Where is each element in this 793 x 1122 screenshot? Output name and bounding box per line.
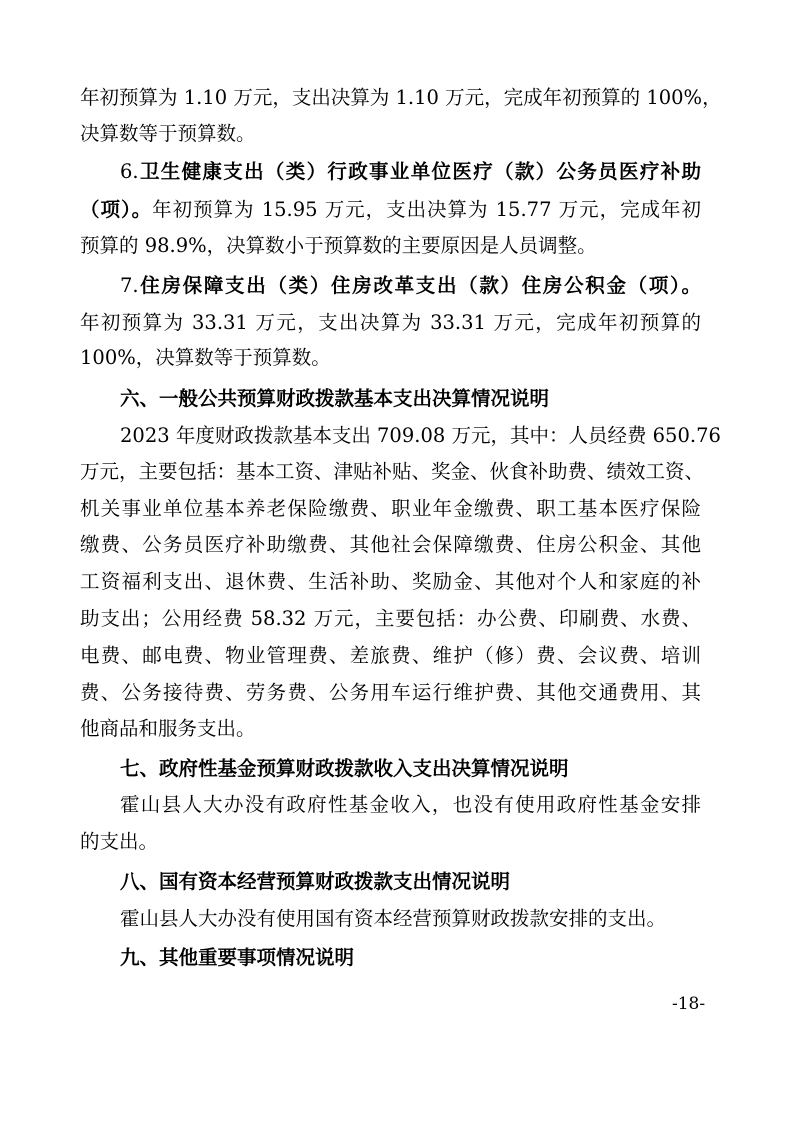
item-heading: （项）。: [80, 198, 153, 221]
item-heading: 卫生健康支出（类）行政事业单位医疗（款）公务员医疗补助: [138, 160, 701, 183]
section-item-6: [80, 159, 701, 185]
body-line: 助支出；公用经费 58.32 万元，主要包括：办公费、印刷费、水费、: [80, 607, 701, 630]
section-item-7: [80, 273, 701, 299]
body-line: 的支出。: [80, 830, 159, 853]
body-line: 万元，主要包括：基本工资、津贴补贴、奖金、伙食补助费、绩效工资、: [80, 460, 705, 483]
section-heading-7: 七、政府性基金预算财政拨款收入支出决算情况说明: [120, 757, 569, 780]
body-line: 缴费、公务员医疗补助缴费、其他社会保障缴费、住房公积金、其他: [80, 533, 701, 556]
body-line: [80, 197, 701, 223]
body-line: 机关事业单位基本养老保险缴费、职业年金缴费、职工基本医疗保险: [80, 497, 701, 520]
section-heading-8: 八、国有资本经营预算财政拨款支出情况说明: [120, 870, 511, 893]
item-number: 7.: [120, 274, 139, 297]
body-line: 2023 年度财政拨款基本支出 709.08 万元，其中：人员经费 650.76: [120, 424, 721, 447]
body-line: 费、公务接待费、劳务费、公务用车运行维护费、其他交通费用、其: [80, 681, 701, 704]
body-line: 年初预算为 33.31 万元，支出决算为 33.31 万元，完成年初预算的: [80, 311, 701, 334]
body-line: 预算的 98.9%，决算数小于预算数的主要原因是人员调整。: [80, 234, 597, 257]
page-number: -18-: [672, 994, 706, 1014]
body-line: 霍山县人大办没有使用国有资本经营预算财政拨款安排的支出。: [120, 907, 667, 930]
body-line: 他商品和服务支出。: [80, 717, 256, 740]
body-line: 电费、邮电费、物业管理费、差旅费、维护（修）费、会议费、培训: [80, 644, 701, 667]
body-line: 年初预算为 1.10 万元，支出决算为 1.10 万元，完成年初预算的 100%，: [80, 86, 722, 109]
section-heading-9: 九、其他重要事项情况说明: [120, 946, 355, 969]
body-line: 工资福利支出、退休费、生活补助、奖励金、其他对个人和家庭的补: [80, 570, 701, 593]
item-number: 6.: [120, 160, 139, 183]
body-line: 决算数等于预算数。: [80, 122, 256, 145]
item-heading: 住房保障支出（类）住房改革支出（款）住房公积金（项）。: [138, 274, 701, 297]
body-line: 霍山县人大办没有政府性基金收入，也没有使用政府性基金安排: [120, 793, 701, 816]
section-heading-6: 六、一般公共预算财政拨款基本支出决算情况说明: [120, 387, 550, 410]
item-text: 年初预算为 15.95 万元，支出决算为 15.77 万元，完成年初: [152, 198, 701, 221]
body-line: 100%，决算数等于预算数。: [80, 346, 331, 369]
